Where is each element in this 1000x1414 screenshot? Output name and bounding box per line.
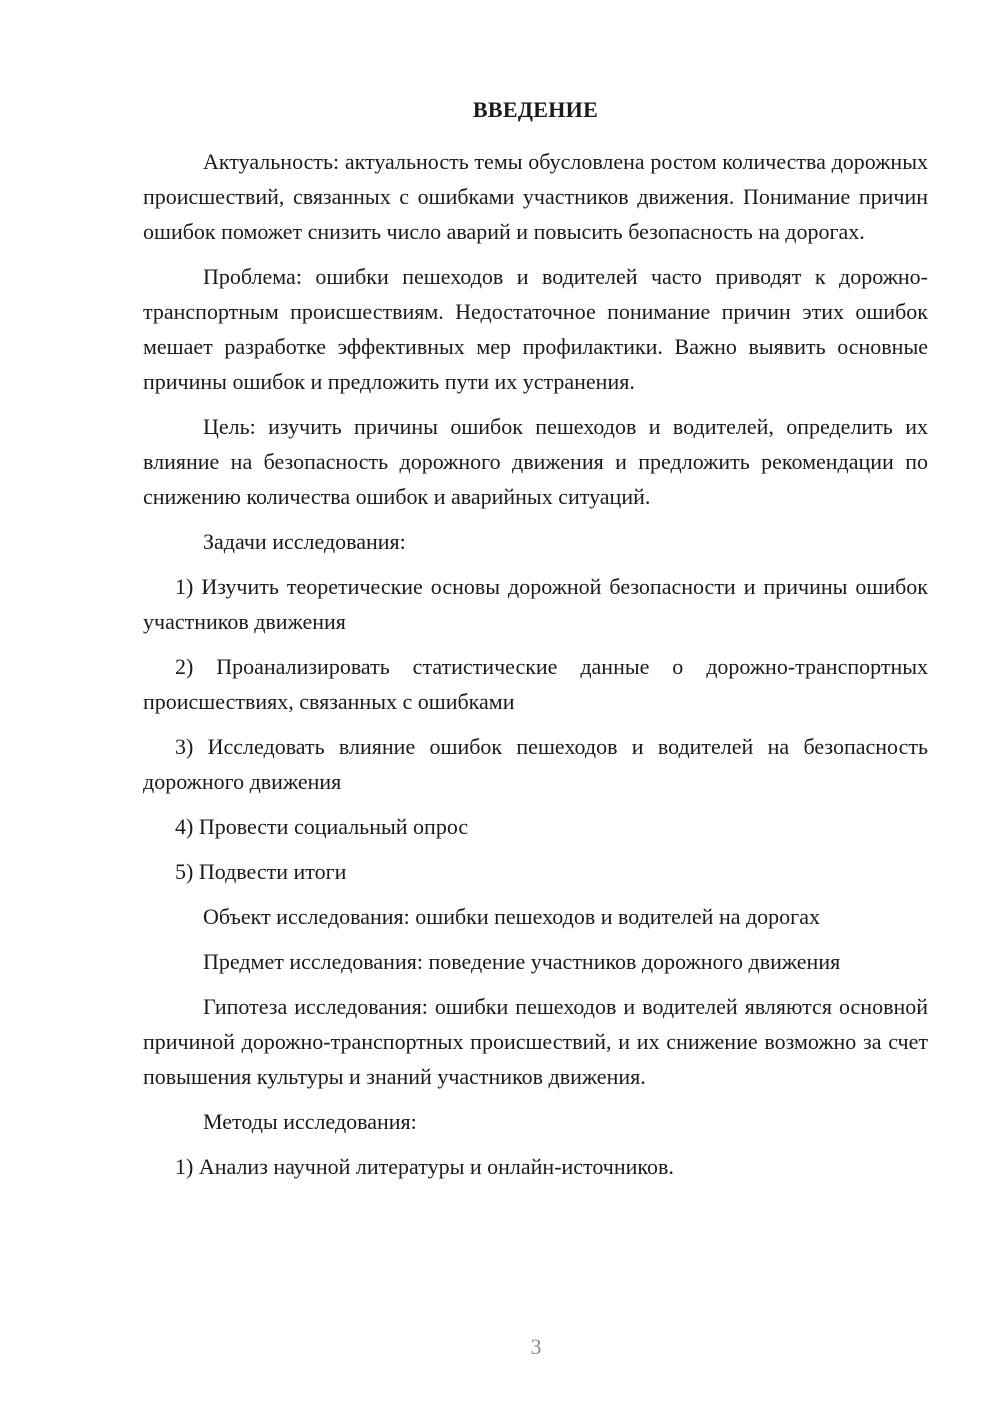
task-item-4: 4) Провести социальный опрос: [175, 814, 469, 839]
subject-paragraph: Предмет исследования: поведение участников дорожного движения: [203, 949, 841, 974]
task-item-1: 1) Изучить теоретические основы дорожной безопасности и причины ошибок участников движения: [143, 574, 928, 634]
page-number: 3: [530, 1334, 542, 1359]
task-item-3: 3) Исследовать влияние ошибок пешеходов и водителей на безопасность дорожного движения: [143, 734, 928, 794]
problem-paragraph: Проблема: ошибки пешеходов и водителей часто приводят к дорожно-транспортным происшествиям. Недостаточное понимание причин этих ошибок мешает разработке эффективных мер профилактики. Важно выявить основные причины ошибок и предложить пути их устранения.: [143, 264, 928, 394]
tasks-heading: Задачи исследования:: [203, 529, 406, 554]
task-item-2: 2) Проанализировать статистические данные о дорожно-транспортных происшествиях, связанных с ошибками: [143, 654, 928, 714]
task-item-5: 5) Подвести итоги: [175, 859, 347, 884]
relevance-paragraph: Актуальность: актуальность темы обусловлена ростом количества дорожных происшествий, связанных с ошибками участников движения. Понимание причин ошибок поможет снизить число аварий и повысить безопасность на дорогах.: [143, 149, 928, 244]
document-page: [143, 96, 928, 1194]
methods-heading: Методы исследования:: [203, 1109, 417, 1134]
goal-paragraph: Цель: изучить причины ошибок пешеходов и водителей, определить их влияние на безопасность дорожного движения и предложить рекомендации по снижению количества ошибок и аварийных ситуаций.: [143, 414, 928, 509]
method-item-1: 1) Анализ научной литературы и онлайн-источников.: [175, 1154, 674, 1179]
hypothesis-paragraph: Гипотеза исследования: ошибки пешеходов и водителей являются основной причиной дорожно-транспортных происшествий, и их снижение возможно за счет повышения культуры и знаний участников движения.: [143, 994, 928, 1089]
page-title: ВВЕДЕНИЕ: [472, 97, 599, 122]
object-paragraph: Объект исследования: ошибки пешеходов и водителей на дорогах: [203, 904, 820, 929]
